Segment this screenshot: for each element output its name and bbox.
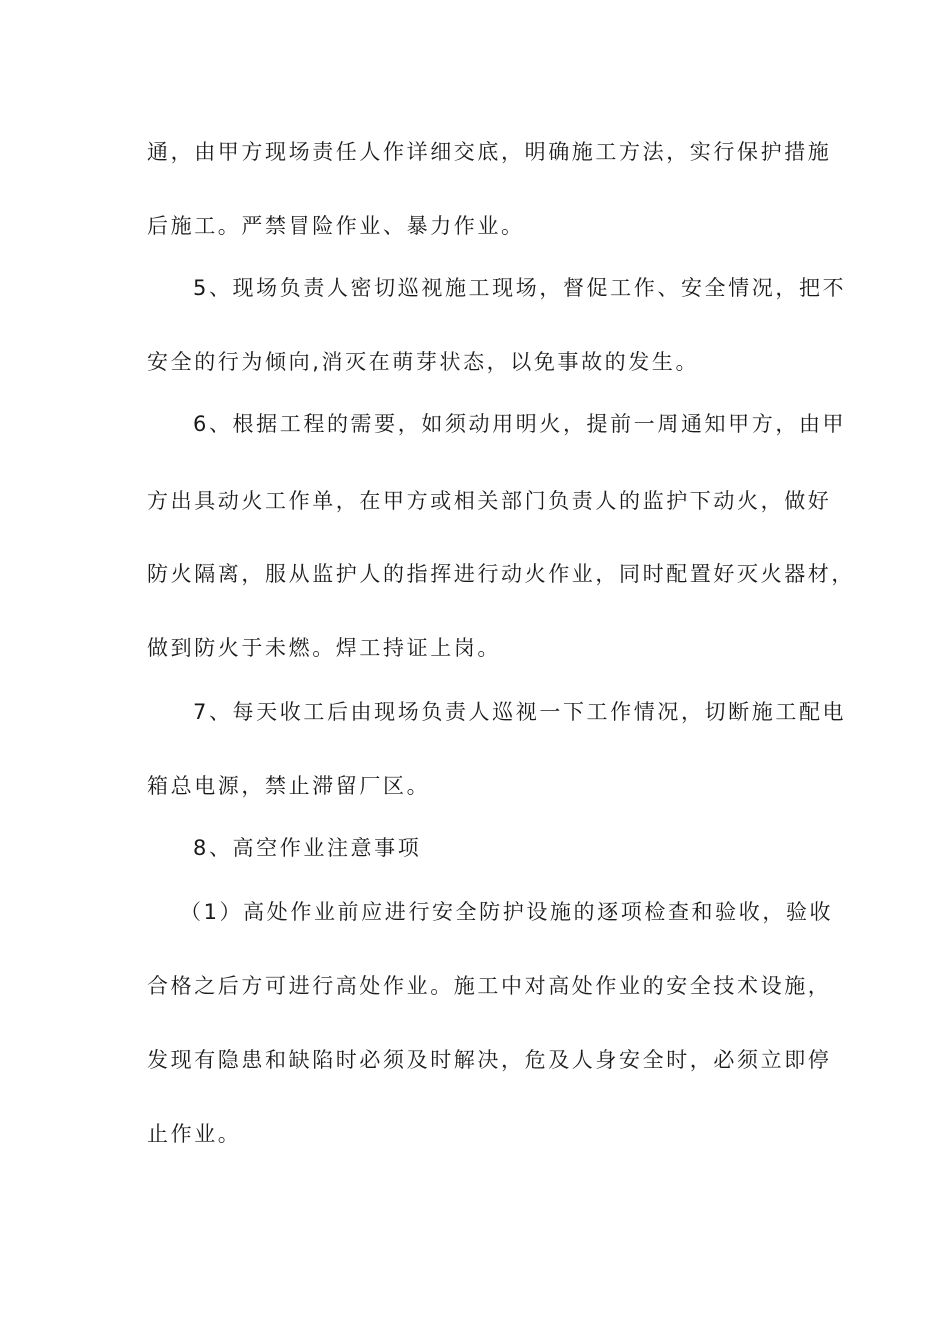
paragraph-7-start: 7、每天收工后由现场负责人巡视一下工作情况，切断施工配电 [193, 700, 847, 724]
text-line: 发现有隐患和缺陷时必须及时解决，危及人身安全时，必须立即停 [147, 1048, 832, 1072]
text-line: 做到防火于未燃。焊工持证上岗。 [147, 636, 501, 660]
item-1-start: （1）高处作业前应进行安全防护设施的逐项检查和验收，验收 [180, 900, 834, 924]
text-line: 安全的行为倾向,消灭在萌芽状态，以免事故的发生。 [147, 350, 700, 374]
text-line: 止作业。 [147, 1122, 242, 1146]
text-line: 防火隔离，服从监护人的指挥进行动火作业，同时配置好灭火器材， [147, 562, 855, 586]
text-line: 方出具动火工作单，在甲方或相关部门负责人的监护下动火，做好 [147, 489, 832, 513]
paragraph-6-start: 6、根据工程的需要，如须动用明火，提前一周通知甲方，由甲 [193, 412, 847, 436]
text-line: 合格之后方可进行高处作业。施工中对高处作业的安全技术设施， [147, 974, 832, 998]
section-8-heading: 8、高空作业注意事项 [193, 836, 422, 860]
paragraph-5-start: 5、现场负责人密切巡视施工现场，督促工作、安全情况，把不 [193, 276, 847, 300]
text-line: 箱总电源，禁止滞留厂区。 [147, 774, 431, 798]
text-line: 通，由甲方现场责任人作详细交底，明确施工方法，实行保护措施 [147, 140, 832, 164]
text-line: 后施工。严禁冒险作业、暴力作业。 [147, 214, 525, 238]
